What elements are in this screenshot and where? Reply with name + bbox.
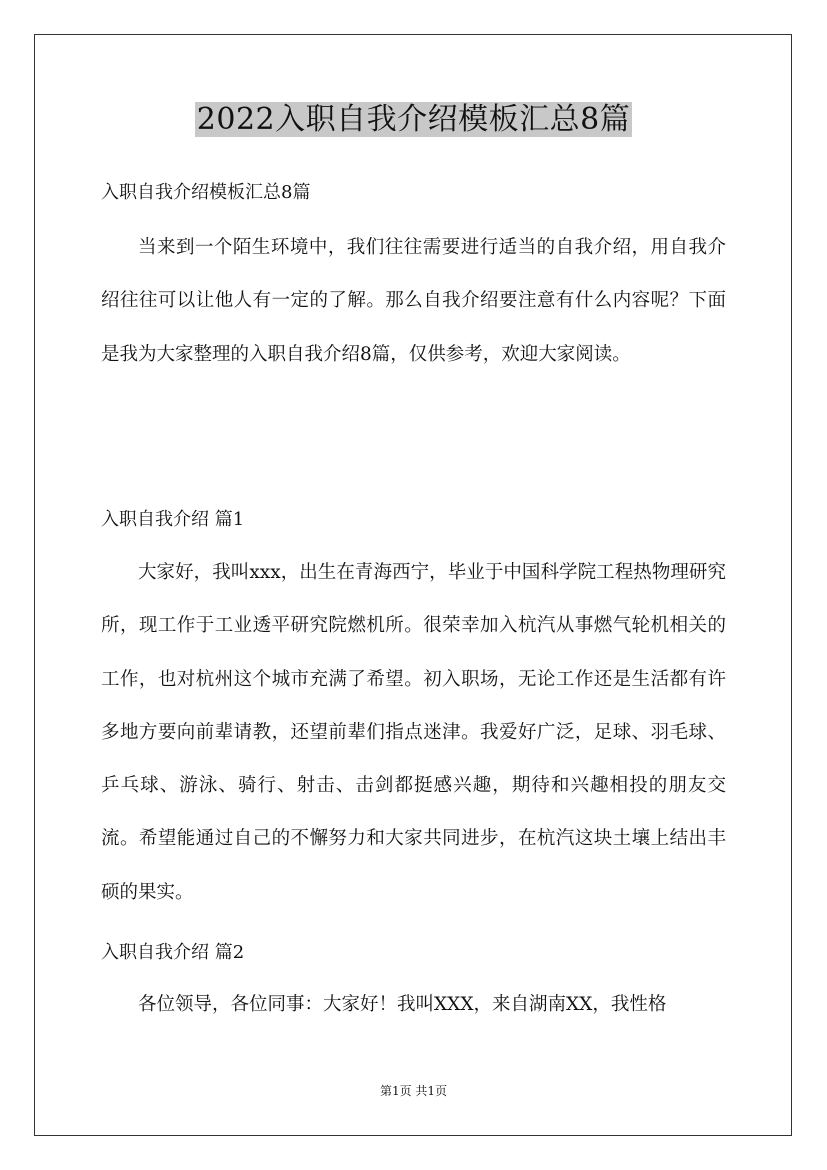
section-2-heading: 入职自我介绍 篇2 [101, 942, 245, 963]
section-1-body: 大家好，我叫xxx，出生在青海西宁，毕业于中国科学院工程热物理研究所，现工作于工业透平研究院燃机所。很荣幸加入杭汽从事燃气轮机相关的工作，也对杭州这个城市充满了希望。初入职场，无论工作还是生活都有许多地方要向前辈请教，还望前辈们指点迷津。我爱好广泛，足球、羽毛球、乒乓球、游泳、骑行、射击、击剑都挺感兴趣，期待和兴趣相投的朋友交流。希望能通过自己的不懈努力和大家共同进步，在杭汽这块土壤上结出丰硕的果实。 [101, 562, 726, 903]
section-1-heading: 入职自我介绍 篇1 [101, 509, 245, 530]
document-title-block [0, 100, 827, 140]
intro-paragraph: 当来到一个陌生环境中，我们往往需要进行适当的自我介绍，用自我介绍往往可以让他人有一定的了解。那么自我介绍要注意有什么内容呢？下面是我为大家整理的入职自我介绍8篇，仅供参考，欢迎大家阅读。 [101, 237, 726, 365]
section-2-body: 各位领导，各位同事：大家好！我叫XXX，来自湖南XX，我性格 [138, 994, 667, 1015]
document-title: 2022入职自我介绍模板汇总8篇 [196, 102, 631, 137]
page-footer: 第1页 共1页 [379, 1084, 448, 1098]
document-subtitle: 入职自我介绍模板汇总8篇 [101, 182, 311, 203]
